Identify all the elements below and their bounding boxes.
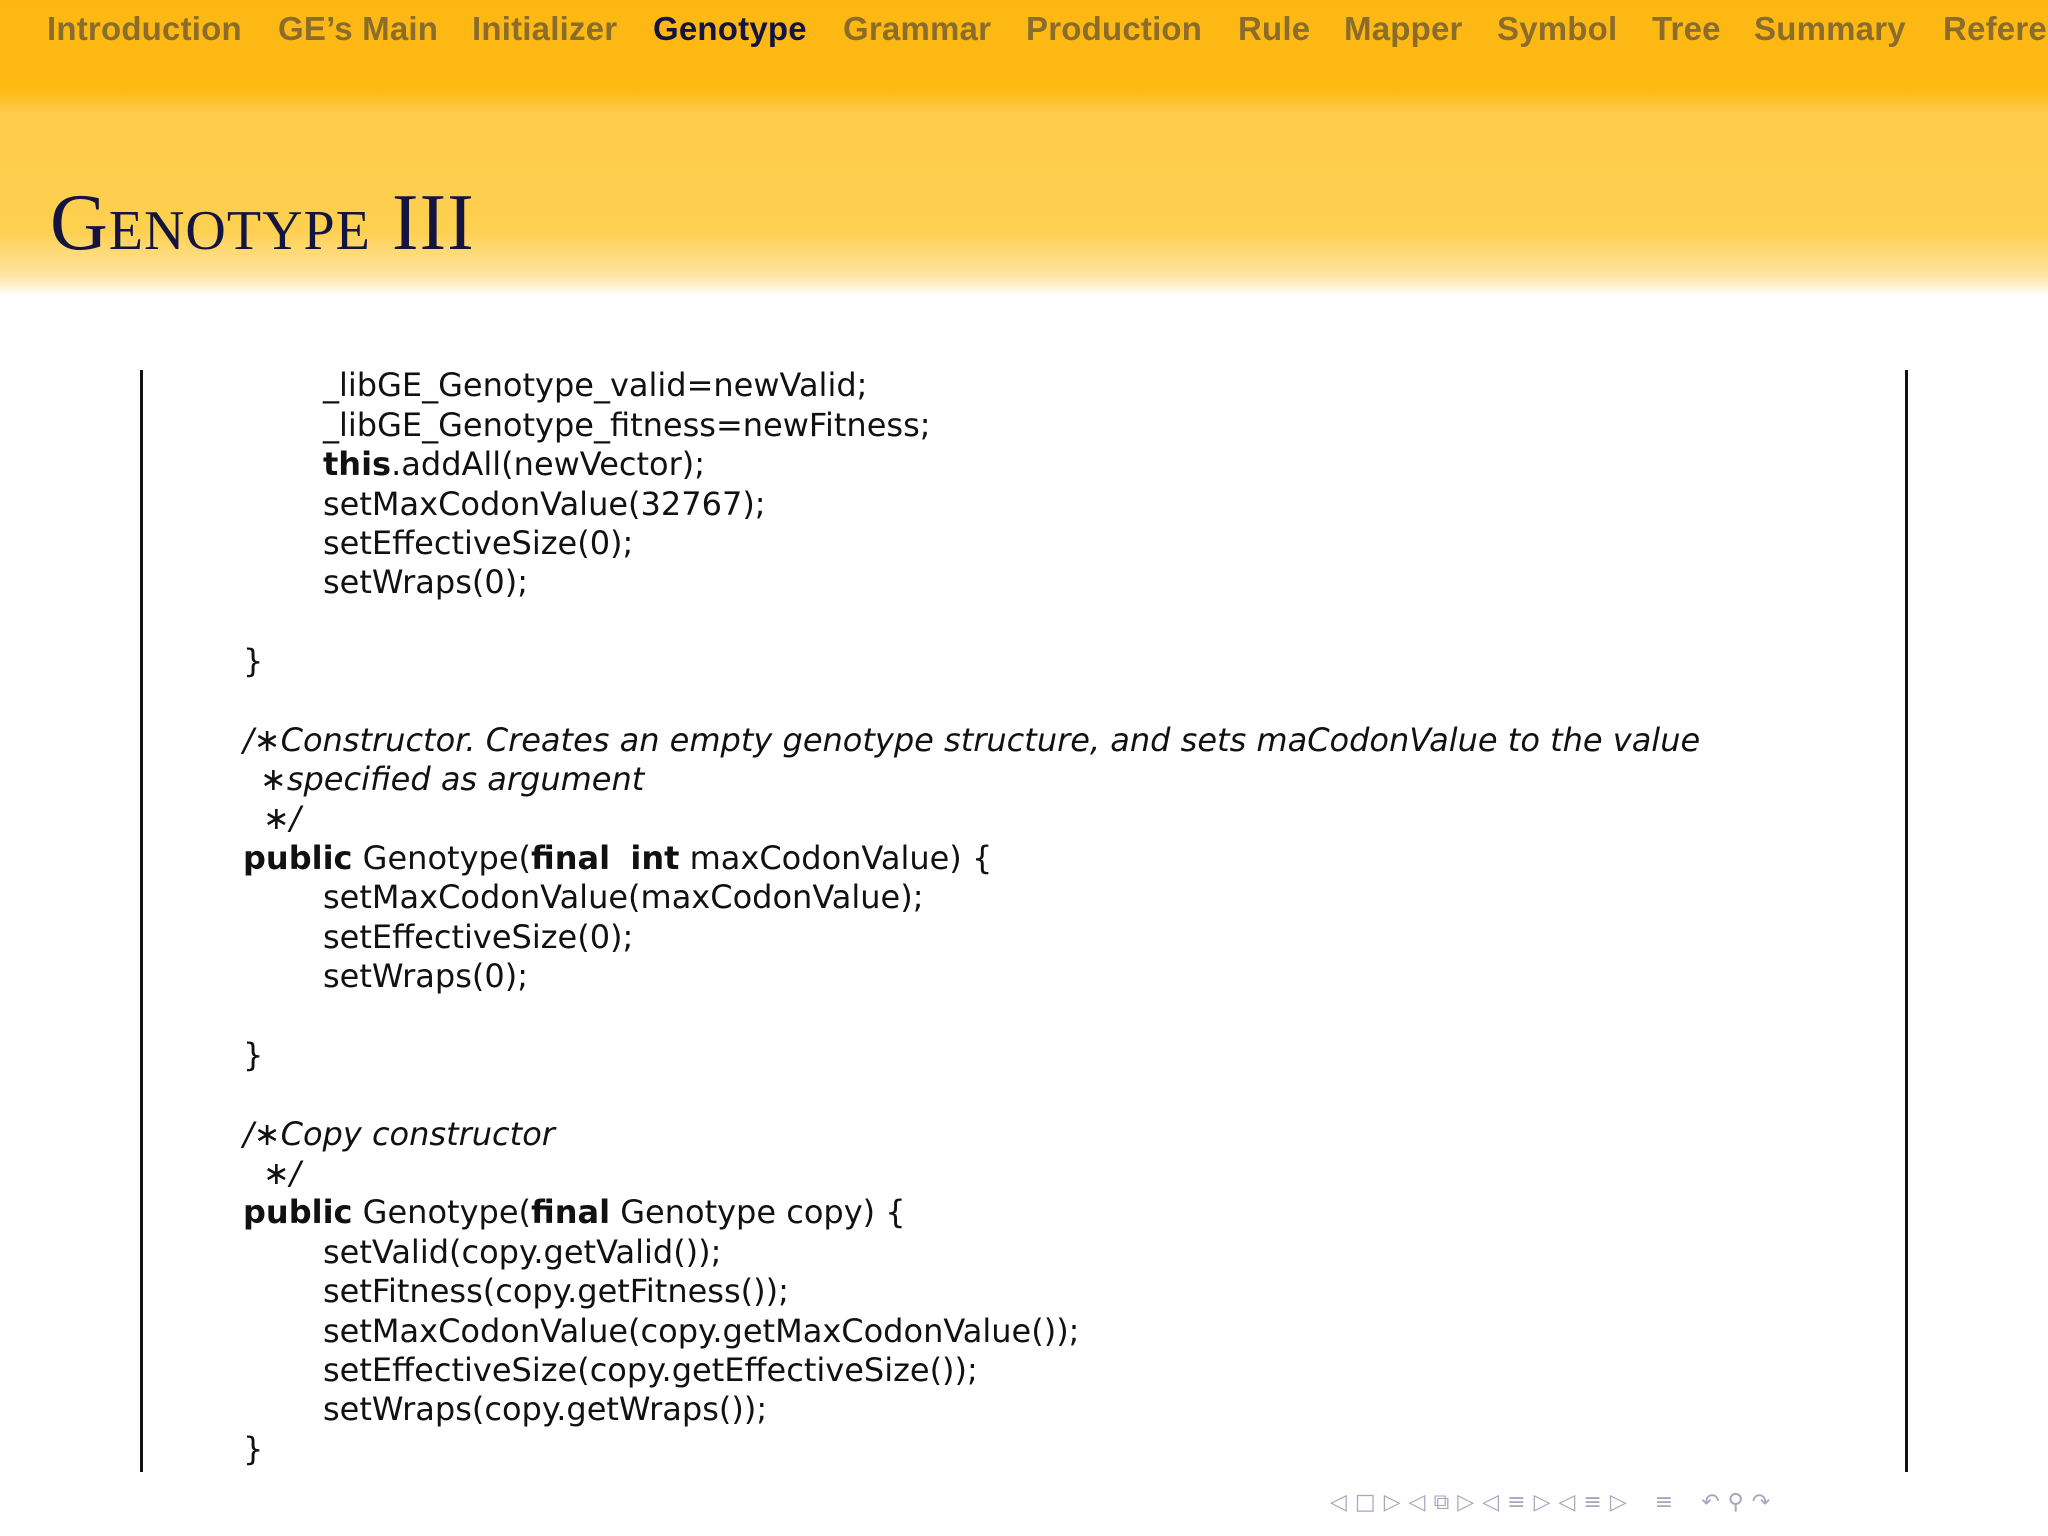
arrow-left-icon[interactable]: ◁ [1408, 1490, 1426, 1515]
nav-item-references[interactable]: Refere [1943, 10, 2047, 47]
undo-icon[interactable]: ↶ [1701, 1490, 1720, 1515]
code-text: Genotype copy) { [620, 1193, 906, 1231]
keyword-final: final [530, 1193, 611, 1231]
arrow-right-icon[interactable]: ▷ [1609, 1490, 1627, 1515]
code-text: Genotype( [362, 839, 531, 877]
arrow-left-icon[interactable]: ◁ [1330, 1490, 1347, 1515]
code-line: setEffectiveSize(0); [323, 524, 634, 562]
code-line: setEffectiveSize(copy.getEffectiveSize()); [323, 1351, 978, 1389]
keyword-public: public [243, 839, 353, 877]
arrow-left-icon[interactable]: ◁ [1558, 1490, 1576, 1515]
nav-item-introduction[interactable]: Introduction [47, 10, 242, 47]
code-text: .addAll(newVector); [391, 445, 706, 483]
arrow-left-icon[interactable]: ◁ [1482, 1490, 1500, 1515]
code-comment: /∗Copy constructor [243, 1115, 555, 1153]
code-line: } [243, 1430, 264, 1468]
code-line: _libGE_Genotype_fitness=newFitness; [323, 406, 931, 444]
nav-item-symbol[interactable]: Symbol [1497, 10, 1618, 47]
code-line: _libGE_Genotype_valid=newValid; [323, 366, 868, 404]
code-frame-right-border [1905, 370, 1908, 1472]
code-comment: ∗/ [263, 1154, 301, 1192]
nav-item-rule[interactable]: Rule [1238, 10, 1311, 47]
nav-item-genotype[interactable]: Genotype [653, 10, 807, 47]
section-icon[interactable]: ≡ [1507, 1490, 1526, 1515]
code-line: setWraps(copy.getWraps()); [323, 1390, 768, 1428]
code-line: setFitness(copy.getFitness()); [323, 1272, 789, 1310]
code-line [323, 445, 706, 483]
section-nav [0, 0, 2048, 58]
nav-item-grammar[interactable]: Grammar [843, 10, 992, 47]
nav-item-ges-main[interactable]: GE’s Main [278, 10, 439, 47]
nav-item-initializer[interactable]: Initializer [472, 10, 618, 47]
keyword-this: this [323, 445, 392, 483]
code-line: setWraps(0); [323, 563, 528, 601]
code-frame-left-border [140, 370, 143, 1472]
code-line [243, 839, 993, 877]
nav-item-production[interactable]: Production [1026, 10, 1203, 47]
beamer-navigation-controls [1330, 1490, 1778, 1520]
keyword-final: final [530, 839, 611, 877]
beamer-header [0, 0, 2048, 296]
list-icon[interactable]: ≡ [1583, 1490, 1602, 1515]
page-title: Genotype III [50, 179, 475, 267]
arrow-right-icon[interactable]: ▷ [1457, 1490, 1475, 1515]
arrow-right-icon[interactable]: ▷ [1533, 1490, 1551, 1515]
code-comment: /∗Constructor. Creates an empty genotype structure, and sets maCodonValue to the value [243, 721, 1701, 759]
code-line: setEffectiveSize(0); [323, 918, 634, 956]
code-comment: ∗specified as argument [260, 760, 645, 798]
search-icon[interactable]: ⚲ [1727, 1490, 1744, 1515]
code-text: maxCodonValue) { [689, 839, 993, 877]
nav-item-tree[interactable]: Tree [1652, 10, 1721, 47]
frame-icon[interactable]: □ [1354, 1490, 1376, 1515]
code-line: setWraps(0); [323, 957, 528, 995]
code-line: setMaxCodonValue(32767); [323, 485, 766, 523]
code-line: setMaxCodonValue(copy.getMaxCodonValue()); [323, 1312, 1080, 1350]
code-line: } [243, 1036, 264, 1074]
code-line: setMaxCodonValue(maxCodonValue); [323, 878, 924, 916]
nav-item-mapper[interactable]: Mapper [1344, 10, 1463, 47]
keyword-public: public [243, 1193, 353, 1231]
redo-icon[interactable]: ↷ [1751, 1490, 1771, 1515]
list-icon[interactable]: ≡ [1654, 1490, 1674, 1515]
nav-item-summary[interactable]: Summary [1754, 10, 1906, 47]
code-comment: ∗/ [263, 799, 301, 837]
code-line: setValid(copy.getValid()); [323, 1233, 722, 1271]
arrow-right-icon[interactable]: ▷ [1383, 1490, 1401, 1515]
code-line: } [243, 642, 264, 680]
code-text: Genotype( [362, 1193, 531, 1231]
code-line [243, 1193, 906, 1231]
keyword-int: int [630, 839, 680, 877]
subsection-icon[interactable]: ⧉ [1433, 1490, 1450, 1515]
